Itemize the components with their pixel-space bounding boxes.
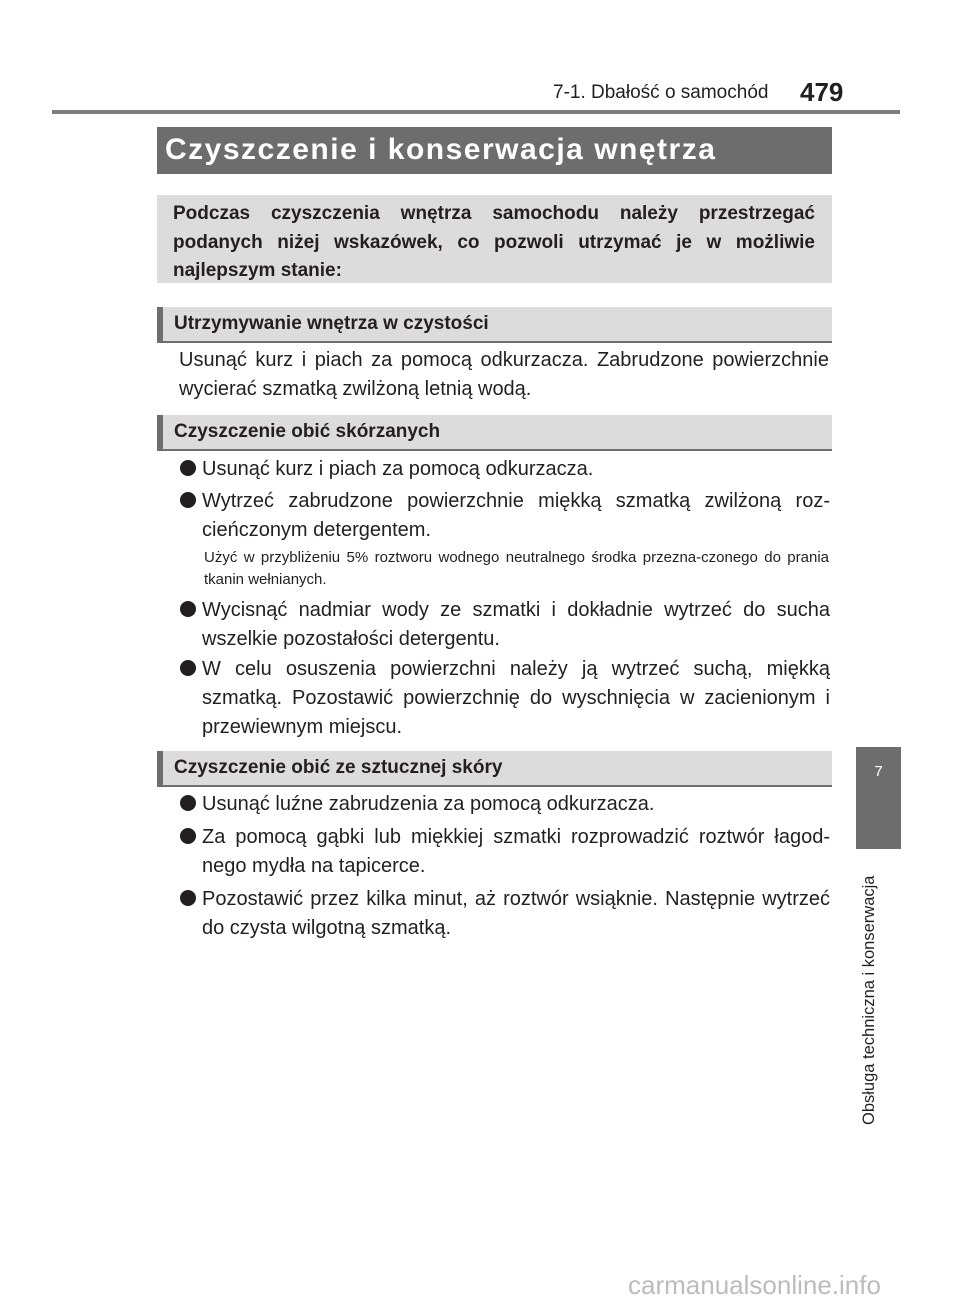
list-item-text: Usunąć luźne zabrudzenia za pomocą odkurzacza. [202,793,655,815]
header-rule [52,110,900,114]
chapter-tab [856,747,901,849]
section-paragraph: Usunąć kurz i piach za pomocą odkurzacza. Zabrudzone powierzchnie wycierać szmatką zwilżoną letnią wodą. [179,349,829,400]
section-heading [157,751,832,787]
bullet-icon [180,795,196,811]
chapter-number: 7 [874,763,883,780]
bullet-icon [180,492,196,508]
page-number: 479 [800,77,844,107]
page-title: Czyszczenie i konserwacja wnętrza [165,133,717,166]
list-item-text: Pozostawić przez kilka minut, aż roztwór wsiąknie. Następnie wytrzeć do czysta wilgotną szmatką. [202,888,830,939]
list-item-text: W celu osuszenia powierzchni należy ją wytrzeć suchą, miękką szmatką. Pozostawić powierzchnię do wyschnięcia w zacienionym i przewiewnym miejscu. [202,658,830,738]
section-heading-label: Czyszczenie obić skórzanych [174,421,441,442]
watermark: carmanualsonline.info [628,1270,881,1300]
section-heading [157,415,832,451]
list-item-text: Wytrzeć zabrudzone powierzchnie miękką szmatką zwilżoną roz-cieńczonym detergentem. [202,490,830,541]
note-text: Użyć w przybliżeniu 5% roztworu wodnego neutralnego środka przezna-czonego do prania tkanin wełnianych. [204,549,829,588]
list-item-text: Usunąć kurz i piach za pomocą odkurzacza. [202,458,594,480]
list-item-text: Za pomocą gąbki lub miękkiej szmatki rozprowadzić roztwór łagod-nego mydła na tapicerce. [202,826,830,877]
bullet-icon [180,601,196,617]
intro-box [157,195,832,283]
page-title-bar [157,127,832,174]
chapter-label: Obsługa techniczna i konserwacja [860,875,878,1125]
bullet-icon [180,828,196,844]
bullet-icon [180,660,196,676]
list-item-text: Wycisnąć nadmiar wody ze szmatki i dokładnie wytrzeć do sucha wszelkie pozostałości detergentu. [202,599,830,650]
section-heading-label: Czyszczenie obić ze sztucznej skóry [174,757,503,778]
section-heading-label: Utrzymywanie wnętrza w czystości [174,313,489,334]
header-section-label: 7-1. Dbałość o samochód [553,82,769,103]
bullet-icon [180,890,196,906]
chapter-label-wrap [860,875,890,1155]
bullet-icon [180,460,196,476]
section-heading [157,307,832,343]
intro-text: Podczas czyszczenia wnętrza samochodu należy przestrzegać podanych niżej wskazówek, co pozwoli utrzymać je w możliwie najlepszym stanie: [173,203,815,281]
